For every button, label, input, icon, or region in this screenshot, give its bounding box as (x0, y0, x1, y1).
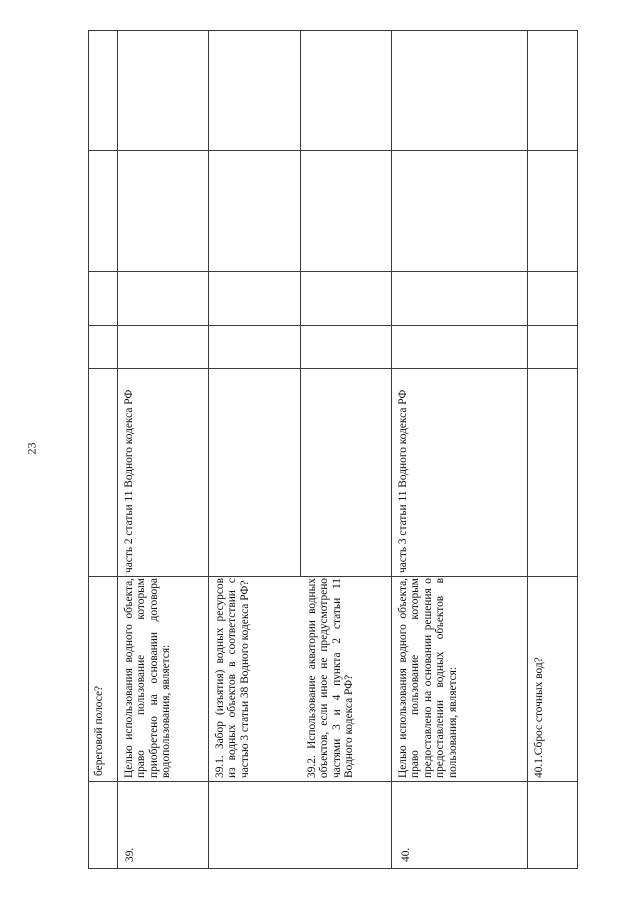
table-row (93, 566, 117, 776)
table-row (123, 578, 207, 778)
column-divider (88, 576, 578, 577)
column-divider (88, 781, 578, 782)
row-divider (208, 30, 209, 869)
question-text: береговой полосе? (93, 685, 105, 776)
table-row (397, 578, 523, 778)
row-divider (527, 30, 528, 869)
legal-basis (123, 373, 207, 573)
row-number-text: 40. (400, 847, 412, 862)
basis-text: часть 3 статьи 11 Водного кодекса РФ (397, 389, 409, 573)
table-row (214, 578, 298, 778)
table-row (306, 578, 390, 778)
row-divider (300, 30, 301, 576)
question-text: Целью использования водного объекта, право пользование которым приобретено на основании договора водопользования, является: (123, 578, 173, 778)
row-divider (117, 30, 118, 869)
table-border-top (88, 30, 578, 31)
column-divider (88, 271, 578, 272)
question-text: 39.1. Забор (изъятия) водных ресурсов из водных объектов в соответствии с частью 3 статьи 38 Водного кодекса РФ? (214, 578, 251, 778)
question-text: 39.2. Использование акватории водных объектов, если иное не предусмотрено частями 3 и 4 пункта 2 статьи 11 Водного кодекса РФ? (306, 578, 356, 778)
page-number: 23 (24, 442, 39, 455)
column-divider (88, 150, 578, 151)
column-divider (88, 325, 578, 326)
column-divider (88, 368, 578, 369)
table-border-bottom (88, 868, 578, 869)
row-number (124, 792, 148, 862)
row-number (400, 792, 424, 862)
question-text: Целью использования водного объекта, право пользование которым предоставлено на основании решения о предоставлении водных объектов в пользования, является: (397, 578, 459, 778)
basis-text: часть 2 статьи 11 Водного кодекса РФ (123, 389, 135, 573)
question-text: 40.1.Сброс сточных вод? (533, 657, 545, 778)
table-border-left (88, 30, 89, 869)
row-number-text: 39. (124, 847, 136, 862)
table-border-right (577, 30, 578, 869)
checklist-table (88, 30, 578, 869)
row-divider (391, 30, 392, 869)
legal-basis (397, 373, 523, 573)
table-row (533, 578, 573, 778)
